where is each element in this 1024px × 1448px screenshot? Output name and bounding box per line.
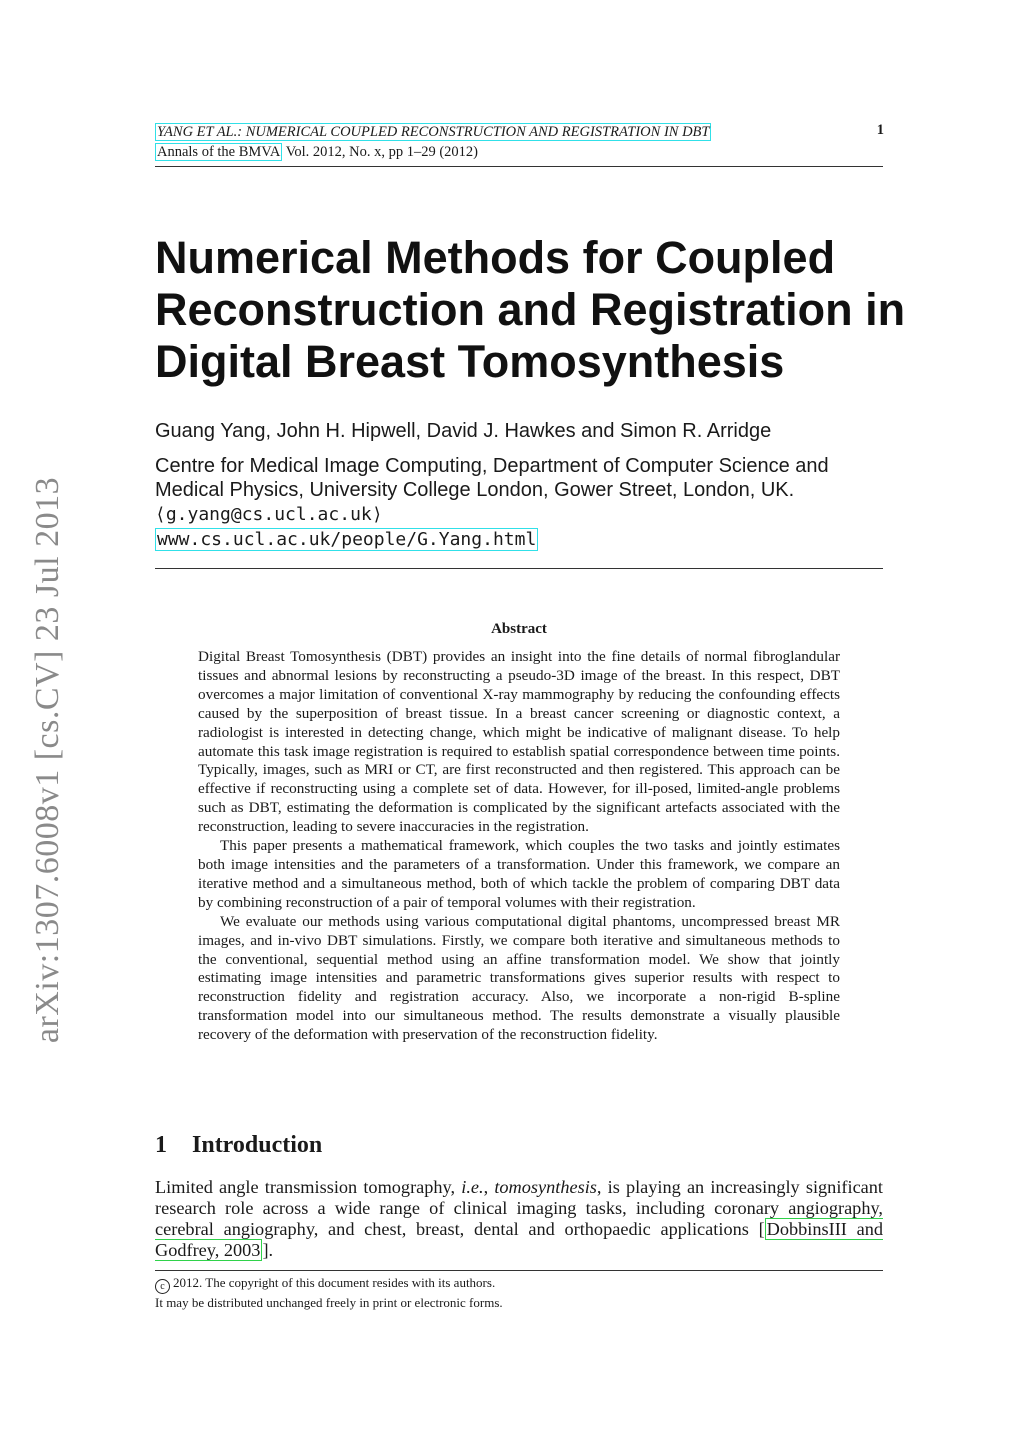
affiliation	[155, 454, 885, 502]
page-number: 1	[876, 122, 884, 138]
paper-title	[155, 232, 906, 388]
abstract-heading: Abstract	[491, 621, 547, 637]
running-header	[155, 122, 883, 162]
introduction-body	[155, 1177, 883, 1261]
running-title-link[interactable]: YANG ET AL.: NUMERICAL COUPLED RECONSTRUCTION AND REGISTRATION IN DBT	[157, 124, 710, 140]
citation-link[interactable]: DobbinsIII and Godfrey, 2003	[155, 1219, 883, 1260]
distribution-line: It may be distributed unchanged freely in print or electronic forms.	[155, 1295, 503, 1310]
abstract-body	[198, 648, 840, 1045]
term-tomosynthesis: tomosynthesis	[494, 1177, 597, 1197]
title-divider	[155, 568, 883, 569]
arxiv-identifier: arXiv:1307.6008v1 [cs.CV] 23 Jul 2013	[29, 476, 66, 1044]
title-line: Digital Breast Tomosynthesis	[155, 336, 785, 387]
intro-paragraph: Limited angle transmission tomography, i.e., tomosynthesis, is playing an increasingly significant research role across a wide range of clinical imaging tasks, including coronary angiography, cerebral angiography, and chest, breast, dental and orthopaedic applications [ DobbinsIII and Godfrey, 2003 ].	[155, 1177, 884, 1260]
abstract-paragraph: We evaluate our methods using various computational digital phantoms, uncompressed breast MR images, and in-vivo DBT simulations. Firstly, we compare both iterative and simultaneous methods to the conventional, sequential method using an affine transformation model. We show that jointly estimating image intensities and parametric transformations gives superior results with respect to reconstruction fidelity and registration accuracy. Also, we incorporate a non-rigid B-spline transformation model into our simultaneous method. The results demonstrate a visually plausible recovery of the deformation with preservation of the reconstruction fidelity.	[198, 912, 840, 1044]
footer-divider	[155, 1270, 883, 1271]
title-line: Numerical Methods for Coupled	[155, 232, 836, 283]
journal-volume: Vol. 2012, No. x, pp 1–29 (2012)	[282, 144, 479, 160]
affiliation-line: Centre for Medical Image Computing, Department of Computer Science and	[155, 455, 829, 477]
copyright-line: c 2012. The copyright of this document resides with its authors.	[155, 1274, 883, 1294]
author-list: Guang Yang, John H. Hipwell, David J. Hawkes and Simon R. Arridge	[155, 420, 772, 442]
author-email: ⟨g.yang@cs.ucl.ac.uk⟩	[155, 504, 383, 525]
section-number: 1	[155, 1132, 167, 1158]
abstract-paragraph: This paper presents a mathematical framework, which couples the two tasks and jointly estimates both image intensities and the parameters of a transformation. Under this framework, we compare an iterative method and a simultaneous method, both of which tackle the problem of comparing DBT data by combining reconstruction of a pair of temporal volumes with their registration.	[198, 837, 840, 911]
copyright-footer	[155, 1274, 883, 1311]
homepage-link[interactable]: www.cs.ucl.ac.uk/people/G.Yang.html	[157, 529, 537, 550]
header-divider	[155, 166, 883, 167]
section-heading	[155, 1132, 322, 1159]
homepage-url	[155, 528, 538, 552]
copyright-icon: c	[155, 1279, 170, 1294]
section-title: Introduction	[192, 1132, 323, 1158]
title-line: Reconstruction and Registration in	[155, 284, 906, 335]
affiliation-line: Medical Physics, University College London, Gower Street, London, UK.	[155, 479, 795, 501]
ie-abbrev: i.e.	[461, 1177, 484, 1197]
abstract-paragraph: Digital Breast Tomosynthesis (DBT) provides an insight into the fine details of normal fibroglandular tissues and abnormal lesions by reconstructing a pseudo-3D image of the breast. In this respect, DBT overcomes a major limitation of conventional X-ray mammography by reducing the confounding effects caused by the superposition of breast tissue. In a breast cancer screening or diagnostic context, a radiologist is interested in detecting change, which might be indicative of malignant disease. To help automate this task image registration is required to establish spatial correspondence between time points. Typically, images, such as MRI or CT, are first reconstructed and then registered. This approach can be effective if reconstructing using a complete set of data. However, for ill-posed, limited-angle problems such as DBT, estimating the deformation is complicated by the significant artefacts associated with the reconstruction, leading to severe inaccuracies in the registration.	[198, 648, 840, 836]
journal-link[interactable]: Annals of the BMVA	[157, 144, 281, 160]
